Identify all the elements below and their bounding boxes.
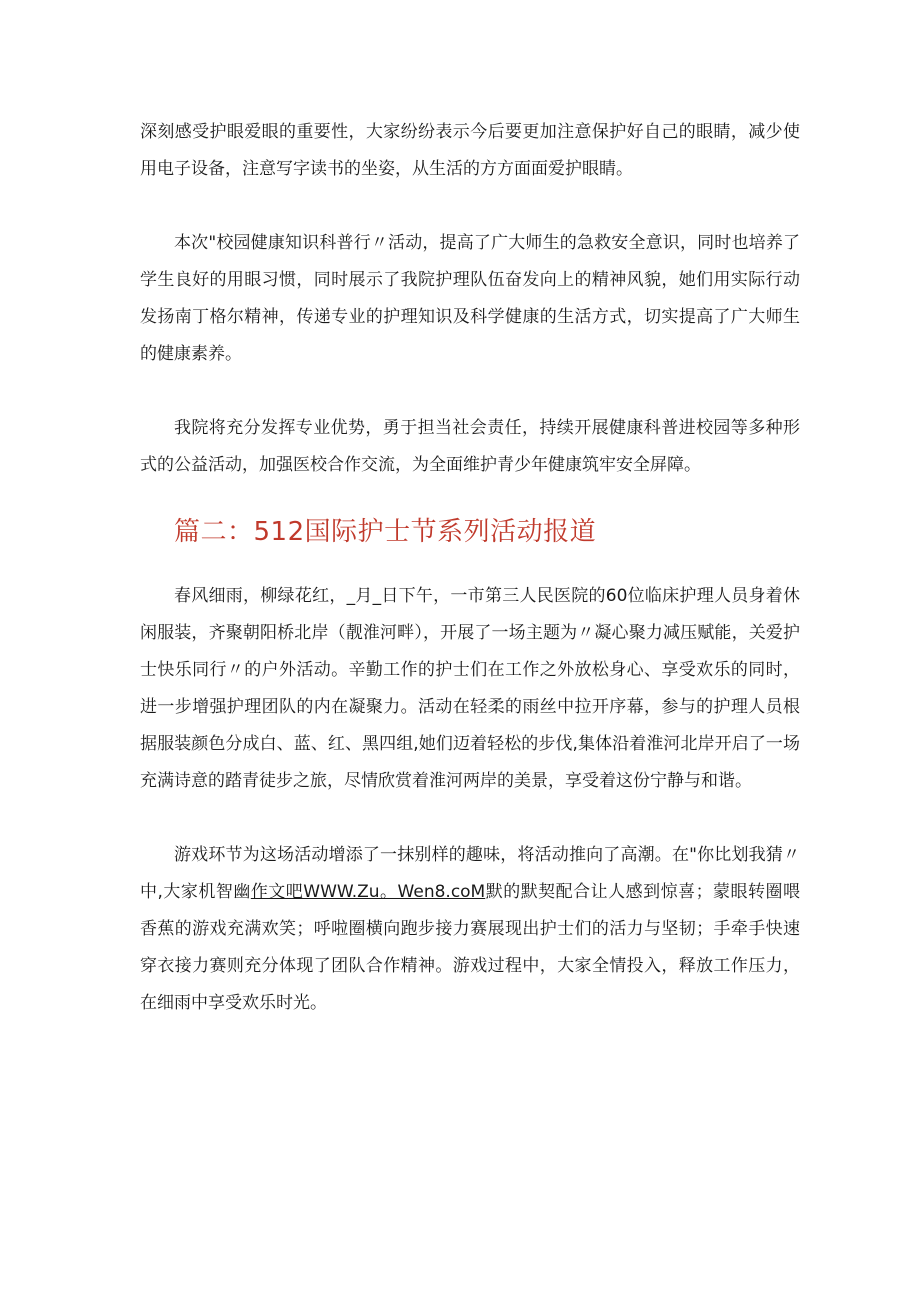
paragraph-games [140, 837, 800, 1022]
section-heading: 篇二：512国际护士节系列活动报道 [174, 517, 597, 547]
paragraph-eye-care: 深刻感受护眼爱眼的重要性，大家纷纷表示今后要更加注意保护好自己的眼睛，减少使用电子设备，注意写字读书的坐姿，从生活的方方面面爱护眼睛。 [140, 122, 800, 179]
games-text-before: 游戏环节为这场活动增添了一抹别样的趣味，将活动推向了高潮。在"你比划我猜〃中,大家机智幽 [140, 845, 800, 902]
games-text-after: 默的默契配合让人感到惊喜；蒙眼转圈喂香蕉的游戏充满欢笑；呼啦圈横向跑步接力赛展现出护士们的活力与坚韧；手牵手快速穿衣接力赛则充分体现了团队合作精神。游戏过程中，大家全情投入，释放工作压力，在细雨中享受欢乐时光。 [140, 882, 800, 1013]
website-link[interactable]: 作文吧WWW.Zu。Wen8.coM [250, 882, 486, 902]
paragraph-outdoor-activity: 春风细雨，柳绿花红，_月_日下午，一市第三人民医院的60位临床护理人员身着休闲服装，齐聚朝阳桥北岸（靓淮河畔），开展了一场主题为〃凝心聚力减压赋能，关爱护士快乐同行〃的户外活动。辛勤工作的护士们在工作之外放松身心、享受欢乐的同时，进一步增强护理团队的内在凝聚力。活动在轻柔的雨丝中拉开序幕，参与的护理人员根据服装颜色分成白、蓝、红、黑四组,她们迈着轻松的步伐,集体沿着淮河北岸开启了一场充满诗意的踏青徒步之旅，尽情欣赏着淮河两岸的美景，享受着这份宁静与和谐。 [140, 586, 800, 791]
paragraph-campus-activity: 本次"校园健康知识科普行〃活动，提高了广大师生的急救安全意识，同时也培养了学生良好的用眼习惯，同时展示了我院护理队伍奋发向上的精神风貌，她们用实际行动发扬南丁格尔精神，传递专业的护理知识及科学健康的生活方式，切实提高了广大师生的健康素养。 [140, 233, 800, 364]
paragraph-hospital-commitment: 我院将充分发挥专业优势，勇于担当社会责任，持续开展健康科普进校园等多种形式的公益活动，加强医校合作交流，为全面维护青少年健康筑牢安全屏障。 [140, 418, 800, 475]
article-body [140, 114, 800, 1022]
